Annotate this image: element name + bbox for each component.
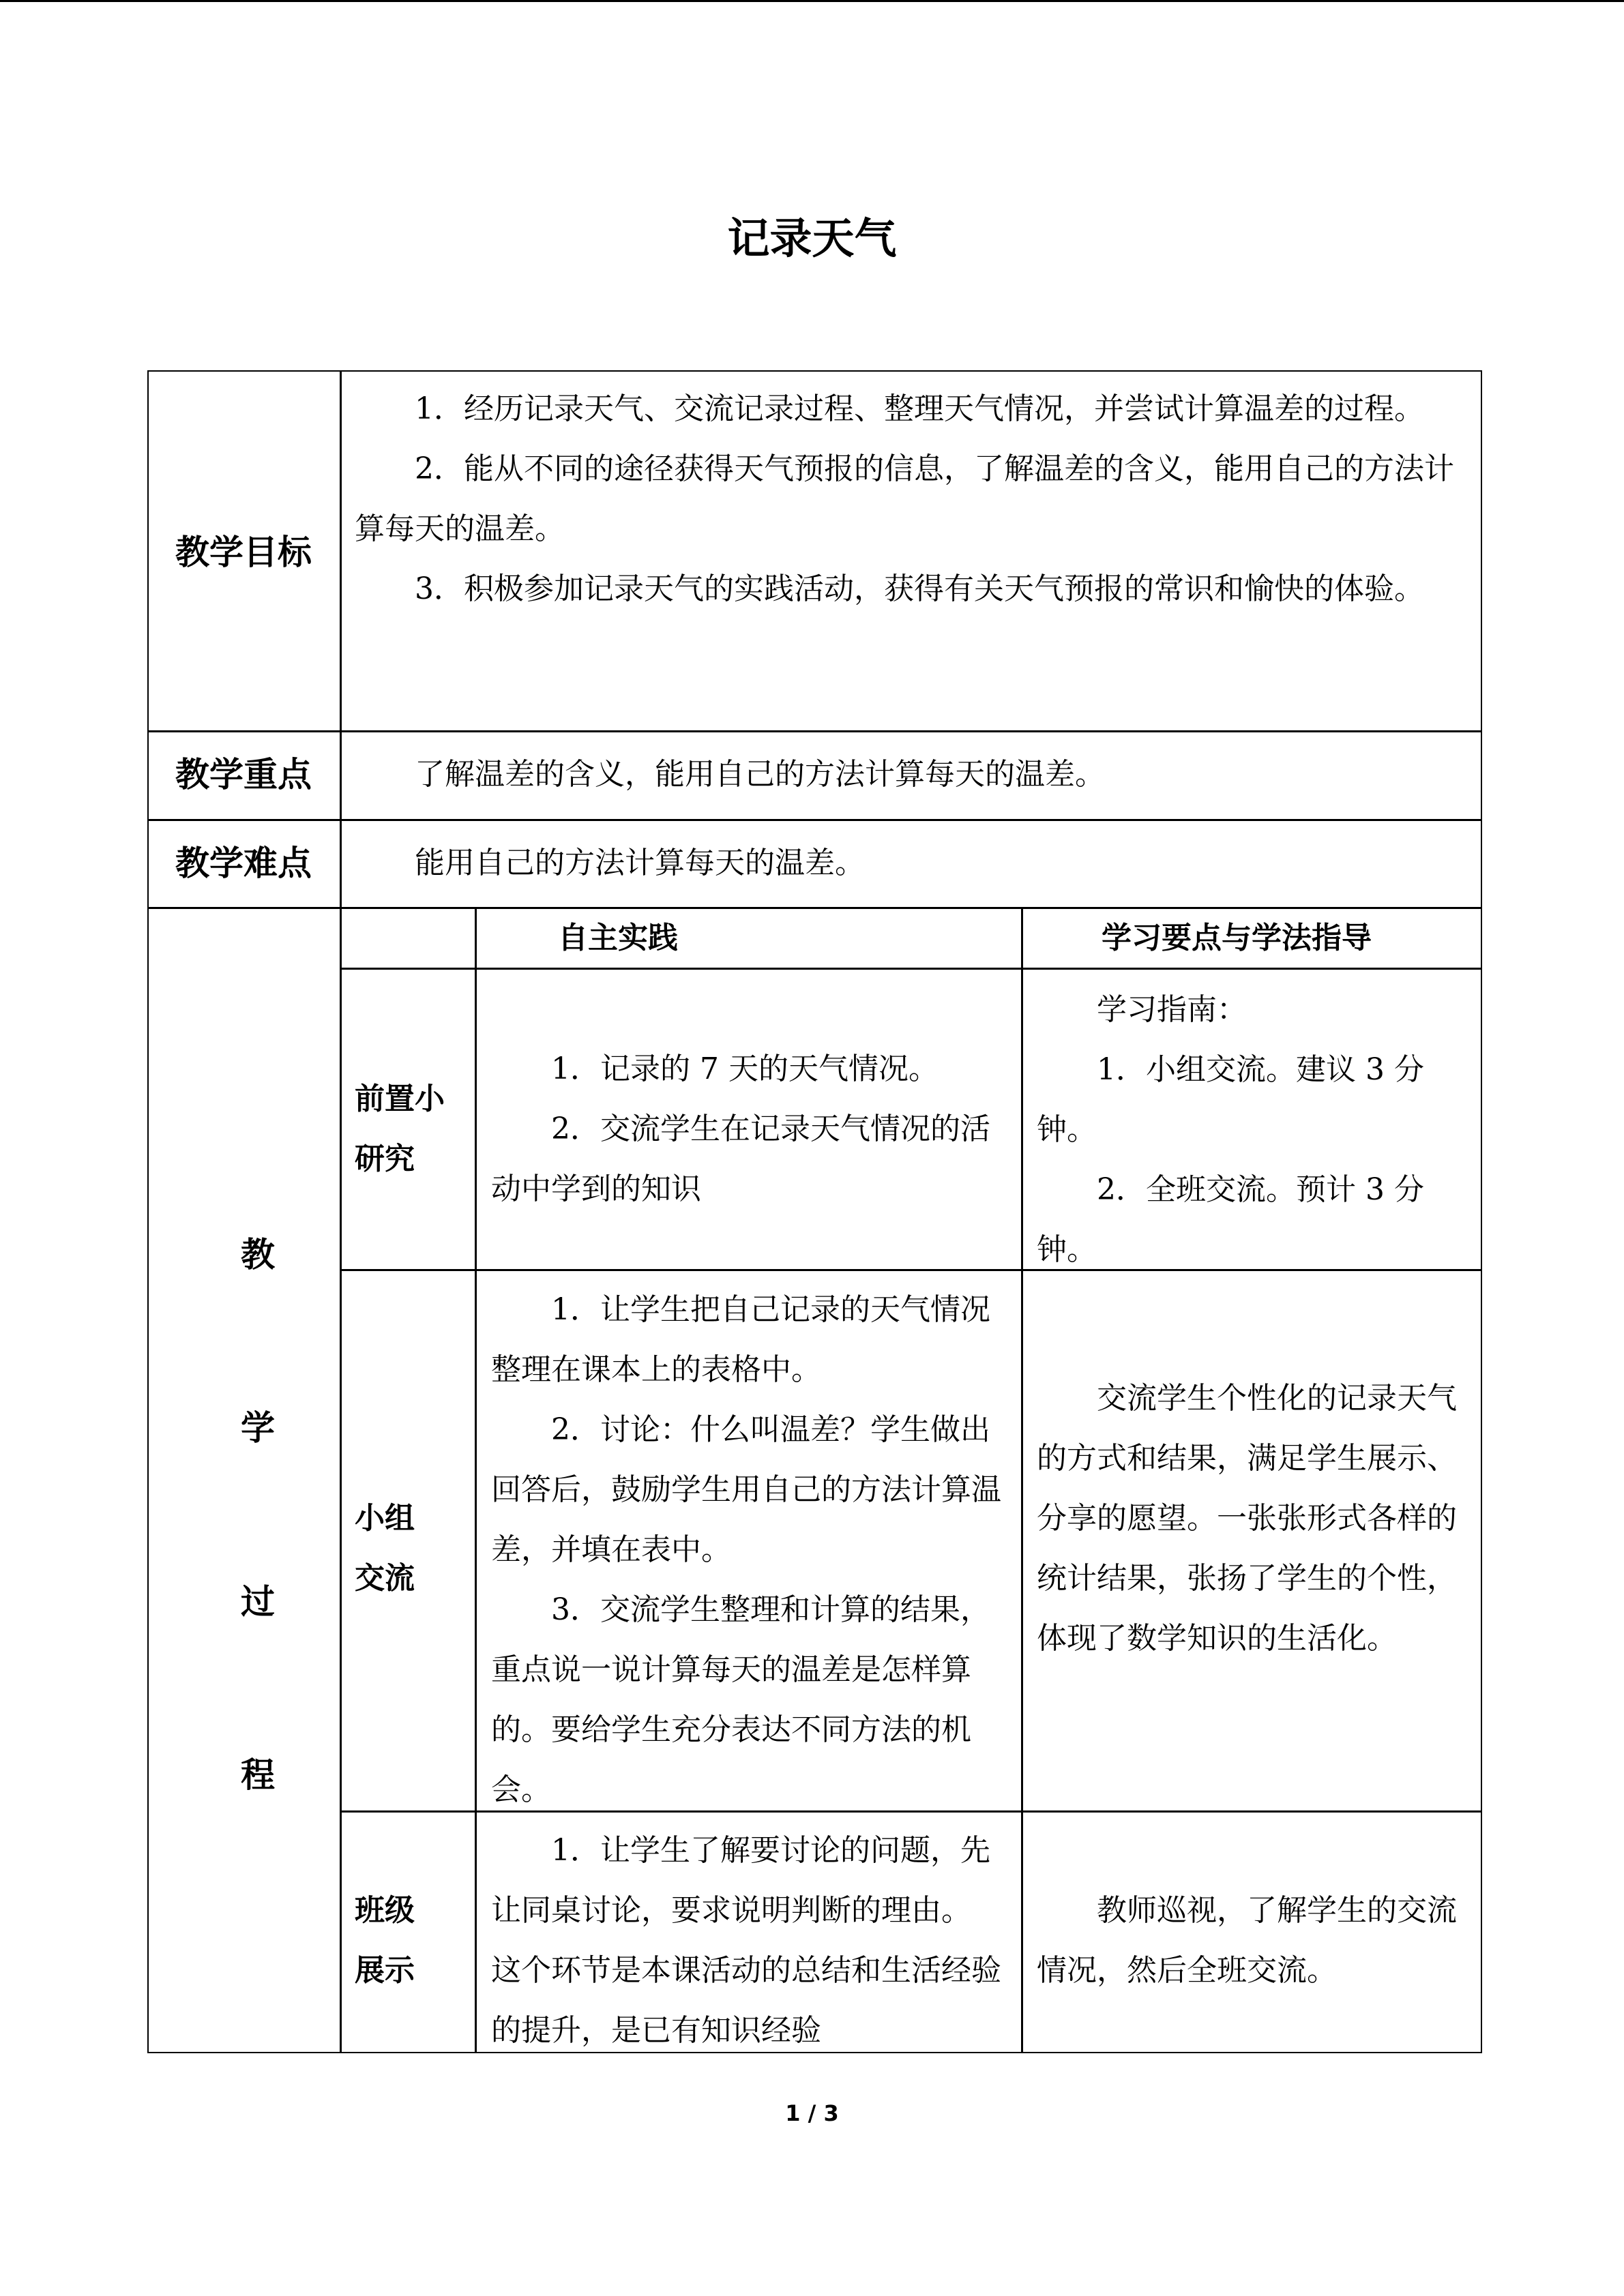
difficulty-line: 能用自己的方法计算每天的温差。 <box>415 846 865 880</box>
stage-name: 前置小研究 <box>355 1082 445 1176</box>
practice-item: 1．让学生了解要讨论的问题，先让同桌讨论，要求说明判断的理由。 这个环节是本课活动的总结和生活经验的提升，是已有知识经验 <box>491 1833 1001 2048</box>
guide-column-header: 学习要点与学法指导 <box>1102 921 1372 955</box>
table-divider <box>475 907 477 2053</box>
key-point-label: 教学重点 <box>175 755 312 794</box>
page-number: 1 / 3 <box>785 2100 839 2126</box>
practice-item: 2．讨论：什么叫温差？学生做出回答后，鼓励学生用自己的方法计算温差，并填在表中。 <box>491 1412 1001 1567</box>
practice-item: 3．交流学生整理和计算的结果，重点说一说计算每天的温差是怎样算的。要给学生充分表达不同方法的机会。 <box>491 1592 990 1807</box>
goal-item: 2．能从不同的途径获得天气预报的信息，了解温差的含义，能用自己的方法计算每天的温差。 <box>355 451 1454 546</box>
practice-item: 1．记录的 7 天的天气情况。 <box>551 1052 939 1086</box>
process-label-char: 程 <box>241 1755 275 1795</box>
page-top-border <box>0 0 1624 2</box>
stage-guide <box>1037 980 1460 1280</box>
guide-item: 2．全班交流。预计 3 分钟。 <box>1037 1172 1424 1267</box>
practice-item: 2．交流学生在记录天气情况的活动中学到的知识 <box>491 1112 990 1206</box>
table-divider <box>147 819 1482 821</box>
table-divider <box>147 730 1482 732</box>
stage-name: 小组交流 <box>355 1501 415 1596</box>
guide-item: 交流学生个性化的记录天气的方式和结果，满足学生展示、分享的愿望。一张张形式各样的统计结果，张扬了学生的个性，体现了数学知识的生活化。 <box>1037 1381 1457 1656</box>
stage-practice <box>491 1280 1009 1820</box>
difficulty-label: 教学难点 <box>175 844 312 883</box>
goals-text <box>355 379 1460 619</box>
guide-item: 教师巡视，了解学生的交流情况，然后全班交流。 <box>1037 1893 1457 1988</box>
table-divider <box>340 370 342 2053</box>
process-label-char: 学 <box>241 1408 275 1448</box>
stage-practice <box>491 1821 1009 2061</box>
guide-item: 1．小组交流。建议 3 分钟。 <box>1037 1052 1424 1147</box>
practice-column-header: 自主实践 <box>558 921 678 955</box>
page-title: 记录天气 <box>727 213 897 263</box>
practice-item: 1．让学生把自己记录的天气情况整理在课本上的表格中。 <box>491 1292 990 1387</box>
stage-guide <box>1037 1881 1460 2001</box>
key-point-line: 了解温差的含义，能用自己的方法计算每天的温差。 <box>415 757 1105 792</box>
goals-label: 教学目标 <box>175 533 312 572</box>
process-label-char: 过 <box>241 1582 275 1622</box>
difficulty-text <box>355 833 1460 893</box>
stage-practice <box>491 1039 1009 1219</box>
stage-guide <box>1037 1369 1460 1669</box>
table-divider <box>1021 907 1023 2053</box>
stage-name: 班级展示 <box>355 1893 415 1988</box>
process-label <box>237 1227 278 1841</box>
goal-item: 1．经历记录天气、交流记录过程、整理天气情况，并尝试计算温差的过程。 <box>415 391 1424 426</box>
key-point-text <box>355 745 1460 805</box>
guide-title: 学习指南： <box>1097 992 1247 1027</box>
process-label-char: 教 <box>241 1235 275 1274</box>
goal-item: 3．积极参加记录天气的实践活动，获得有关天气预报的常识和愉快的体验。 <box>415 571 1424 606</box>
